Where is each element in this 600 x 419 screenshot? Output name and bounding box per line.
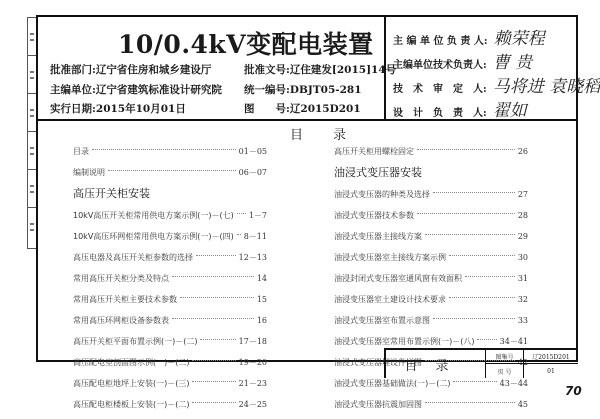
toc-entry[interactable]: 油浸式变压器室主接线方案示例 30 [334, 253, 528, 262]
binding-cell [28, 208, 36, 246]
approval-doc: 批准文号:辽住建发[2015]14号 [244, 64, 397, 76]
toc-entry[interactable]: 10kV高压环网柜常用供电方案示例(一)－(四) 8－11 [73, 232, 267, 241]
toc-entry[interactable]: 油浸变压器室土建设计技术要求 32 [334, 295, 528, 304]
binding-cell [28, 132, 36, 170]
toc-entry[interactable]: 油浸式变压器埋设件详图 42 [334, 358, 528, 367]
toc-entry[interactable]: 高压配电柜楼板上安装(一)－(二) 24－25 [73, 400, 267, 409]
toc-left-column [73, 141, 267, 415]
toc-entry[interactable]: 常用高压环网柜设备参数表 16 [73, 316, 267, 325]
toc-entry[interactable]: 常用高压开关柜分类及特点 14 [73, 274, 267, 283]
document-title: 10/0.4kV变配电装置 [118, 30, 374, 59]
toc-entry[interactable]: 油浸式变压器的种类及选择 27 [334, 190, 528, 199]
signature-row: 主编单位技术负责人: 曹 贵 [393, 53, 533, 73]
signature-row: 设 计 负 责 人: 翟如 [393, 101, 527, 121]
toc-entry[interactable]: 油浸式变压器抗震加固图 45 [334, 400, 528, 409]
toc-section-heading: 高压开关柜安装 [73, 187, 150, 200]
binding-cell [28, 18, 36, 56]
binding-cell [28, 94, 36, 132]
signature-row: 技 术 审 定 人: 马将进 袁晓稻 [393, 77, 600, 97]
page-value: 01 [547, 367, 555, 375]
title-block [384, 348, 578, 378]
toc-entry[interactable]: 编制说明 06－07 [73, 168, 267, 177]
binding-strip [27, 17, 36, 249]
toc-heading-right: 录 [333, 128, 347, 143]
toc-entry[interactable]: 油浸式变压器基础做法(一)－(二) 43－44 [334, 379, 528, 388]
page-label: 页 号 [486, 364, 524, 378]
binding-cell [28, 56, 36, 94]
toc-entry[interactable]: 油浸封闭式变压器室通风窗有效面积 31 [334, 274, 528, 283]
signature-row: 主 编 单 位 负 责 人: 赖荣程 [393, 29, 545, 49]
signature: 马将进 袁晓稻 [492, 77, 600, 97]
toc-entry[interactable]: 油浸式变压器室布置示意图 33 [334, 316, 528, 325]
title-block-title: 目录 [386, 350, 486, 378]
toc-entry[interactable]: 高压配电室剖面图示例(一)－(二) 19－20 [73, 358, 267, 367]
toc-entry[interactable]: 油浸式变压器技术参数 28 [334, 211, 528, 220]
toc-entry[interactable]: 高压开关柜平面布置示例(一)－(二) 17－18 [73, 337, 267, 346]
title-block-grid [486, 350, 578, 378]
approval-dept: 批准部门:辽宁省住房和城乡建设厅 [50, 64, 212, 76]
toc-entry[interactable]: 油浸式变压器室常用布置示例(一)－(八) 34－41 [334, 337, 528, 346]
toc-heading-left: 目 [290, 128, 304, 143]
atlas-number: 图 号:辽2015D201 [244, 103, 361, 115]
toc-section-heading: 油浸式变压器安装 [334, 166, 422, 179]
toc-entry[interactable]: 油浸式变压器主接线方案 29 [334, 232, 528, 241]
toc-entry[interactable]: 高压开关柜用螺栓固定 26 [334, 147, 528, 156]
unified-number: 统一编号:DBJT05-281 [244, 84, 362, 96]
toc-entry[interactable]: 常用高压开关柜主要技术参数 15 [73, 295, 267, 304]
signature: 翟如 [492, 101, 527, 121]
toc-entry[interactable]: 10kV高压开关柜常用供电方案示例(一)－(七) 1－7 [73, 211, 267, 220]
toc-entry[interactable]: 高压电器及高压开关柜参数的选择 12－13 [73, 253, 267, 262]
page-number: 70 [565, 384, 582, 398]
toc-entry[interactable]: 高压配电柜地坪上安装(一)－(三) 21－23 [73, 379, 267, 388]
effective-date: 实行日期:2015年10月01日 [50, 103, 186, 115]
atlas-no-label: 图集号 [486, 350, 524, 364]
toc-entry[interactable]: 目录 01－05 [73, 147, 267, 156]
binding-cell [28, 170, 36, 208]
signature: 曹 贵 [492, 53, 533, 73]
atlas-no-value: 辽2015D201 [524, 350, 578, 364]
editor-unit: 主编单位:辽宁省建筑标准设计研究院 [50, 84, 222, 96]
signature: 赖荣程 [493, 29, 545, 49]
